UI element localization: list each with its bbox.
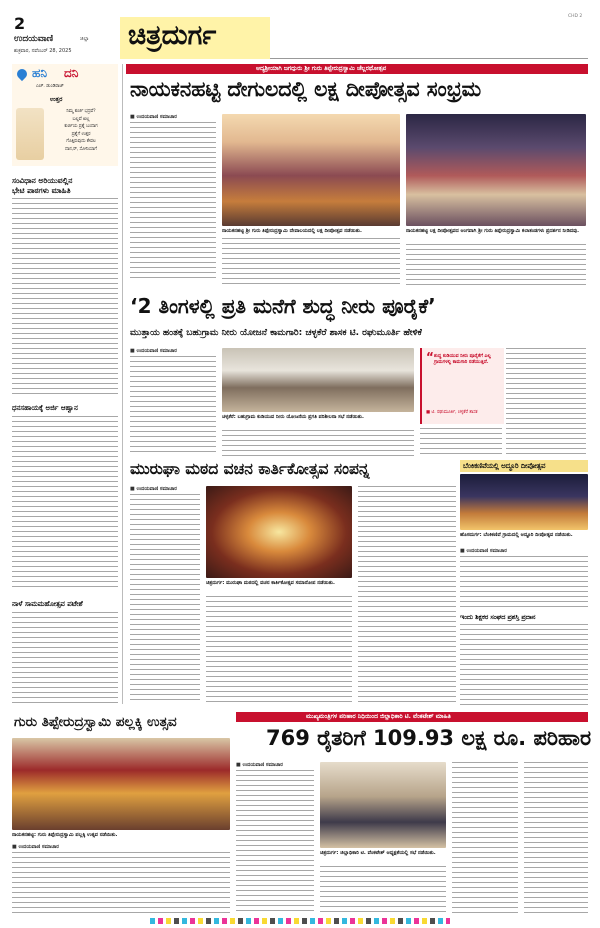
deepotsava-story [460,460,588,610]
masthead-rule [270,58,588,59]
bottom-left-body [12,852,230,914]
left-story-3-body [12,612,118,706]
left-story-3-headline: ನಾಳೆ ಸಾಮಮಹೋತ್ಸವ ಪಟೇಶೆ [12,600,83,608]
deepotsava-story-caption: ಹೊಸದುರ್ಗ: ಬೆಂಕಿಕಣಿವೆ ಗ್ರಾಮದಲ್ಲಿ ಅದ್ಧೂರಿ ದೀಪೋತ್ಸವ ನಡೆಯಿತು. [460,532,573,538]
bottom-right-photo [320,762,446,848]
top-story-caption-2: ನಾಯಕನಹಟ್ಟಿ ಲಕ್ಷ ದೀಪೋತ್ಸವದ ಅಂಗವಾಗಿ ಶ್ರೀ ಗುರು ತಿಪ್ಪೇರುದ್ರಸ್ವಾಮಿ ಕಲಾತಂಡಗಳು ಪ್ರದರ್ಶನ ನೀಡಿದವು. [406,228,580,234]
bottom-right-body-2 [320,866,446,914]
bottom-right-story [236,712,592,918]
murugha-story-photo [206,486,352,578]
top-story-kicker: ಆದ್ಯಶ್ರೀಯಾಗಿ ಜಗದ್ಗುರು ಶ್ರೀ ಗುರು ತಿಪ್ಪೇರುದ್ರಸ್ವಾಮಿ ಚೆಲ್ಲರಥೋತ್ಸವ [256,65,387,72]
small-story-body [460,624,588,706]
bottom-left-story [12,712,230,918]
water-story-photo [222,348,414,412]
water-story-body-4 [506,348,586,454]
top-story-headline: ನಾಯಕನಹಟ್ಟಿ ದೇಗುಲದಲ್ಲಿ ಲಕ್ಷ ದೀಪೋತ್ಸವ ಸಂಭ್ರಮ [130,77,482,101]
water-quote-text: ಶುದ್ಧ ಕುಡಿಯುವ ನೀರು ಪೂರೈಕೆಗೆ ಎಲ್ಲ ಗ್ರಾಮಗಳಲ್ಲಿ ಕಾಮಗಾರಿ ನಡೆಯುತ್ತಿದೆ. [434,354,491,366]
murugha-story-caption: ಚಿತ್ರದುರ್ಗ: ಮುರುಘಾ ಮಠದಲ್ಲಿ ವಚನ ಕಾರ್ತಿಕೋತ್ಸವ ಸಮಾರೋಪ ನಡೆಯಿತು. [206,580,335,586]
verse-line: ಬಲ್ಲವೆ ಖಲ್ಲ [72,116,90,122]
deepotsava-story-headline: ಬೆಂಕಿಕಣಿವೆಯಲ್ಲಿ ಅದ್ಧೂರಿ ದೀಪೋತ್ಸವ [463,462,546,470]
bottom-right-caption: ಚಿತ್ರದುರ್ಗ: ಜಿಲ್ಲಾಧಿಕಾರಿ ಟಿ. ವೆಂಕಟೇಶ್ ಅಧ್ಯಕ್ಷತೆಯಲ್ಲಿ ಸಭೆ ನಡೆಯಿತು. [320,850,436,856]
date-line: ಶುಕ್ರವಾರ, ನವೆಂಬರ್ 28, 2025 [14,48,72,54]
left-story-3 [12,600,118,706]
bottom-right-headline: 769 ರೈತರಿಗೆ 109.93 ಲಕ್ಷ ರೂ. ಪರಿಹಾರ [266,726,592,750]
left-story-1 [12,176,118,396]
water-story-headline: ‘2 ತಿಂಗಳಲ್ಲಿ ಪ್ರತಿ ಮನೆಗೆ ಶುದ್ಧ ನೀರು ಪೂರೈಕೆ’ [130,294,436,318]
honey-cartoon [16,108,44,160]
water-story [126,292,588,458]
bottom-right-body-3 [452,762,518,914]
top-story-body-1 [130,122,216,282]
honey-heading: ಉತ್ತರ [50,96,63,103]
deepotsava-story-body [460,556,588,610]
small-story [460,614,588,706]
column-divider [122,64,123,704]
edition-label: ಜಿಲ್ಲಾ [80,36,89,42]
verse-line: ಗೊತ್ತಿರುವುದು ಕೇವಲ [66,139,96,145]
verse-line: ದಾನ,ರ್, ಸೋನಿಯಾಗೆ [65,146,97,152]
bottom-left-caption: ನಾಯಕನಹಟ್ಟಿ: ಗುರು ತಿಪ್ಪೇರುದ್ರಸ್ವಾಮಿ ಪಲ್ಲಕ್ಕಿ ಉತ್ಸವ ನಡೆಯಿತು. [12,832,118,838]
murugha-story-byline: ■ ಉದಯವಾಣಿ ಸಮಾಚಾರ [130,486,177,492]
registration-marks [150,918,450,924]
section-title: ಚಿತ್ರದುರ್ಗ [128,20,217,51]
top-story [126,64,588,290]
deepotsava-story-byline: ■ ಉದಯವಾಣಿ ಸಮಾಚಾರ [460,548,507,554]
top-story-caption-1: ನಾಯಕನಹಟ್ಟಿ ಶ್ರೀ ಗುರು ತಿಪ್ಪೇರುದ್ರಸ್ವಾಮಿ ದೇವಾಲಯದಲ್ಲಿ ಲಕ್ಷ ದೀಪೋತ್ಸವ ನಡೆಯಿತು. [222,228,362,234]
bottom-right-byline: ■ ಉದಯವಾಣಿ ಸಮಾಚಾರ [236,762,283,768]
bottom-left-photo [12,738,230,830]
left-story-1-headline-2: ಭೇಟಿ ಪಾಠಗಳು ಮಾಹಿತಿ [12,186,71,195]
honey-author: ಎಚ್. ಡುಂಡಿರಾಜ್ [36,84,64,89]
bottom-left-headline: ಗುರು ತಿಪ್ಪೇರುದ್ರಸ್ವಾಮಿ ಪಲ್ಲಕ್ಕಿ ಉತ್ಸವ [14,714,177,730]
water-quote-author: ■ ಟಿ. ರಘುಮೂರ್ತಿ, ಚಳ್ಳಕೆರೆ ಶಾಸಕ [426,410,478,415]
page-number: 2 [14,14,26,33]
paper-name: ಉದಯವಾಣಿ [14,34,54,44]
small-story-headline: ಇಂದು ಶಿಕ್ಷಕರ ಸಂಘದ ಪ್ರಶಸ್ತಿ ಪ್ರದಾನ [460,614,536,621]
water-story-body-2 [222,430,414,456]
bottom-right-kicker: ಮುಖ್ಯಮಂತ್ರಿಗಳ ಪರಿಹಾರ ನಿಧಿಯಿಂದ ಜಿಲ್ಲಾಧಿಕಾರಿ ಟಿ. ವೆಂಕಟೇಶ್ ಮಾಹಿತಿ [306,713,451,720]
water-story-byline: ■ ಉದಯವಾಣಿ ಸಮಾಚಾರ [130,348,177,354]
left-story-1-headline: ಸಂವಿಧಾನ ಅರಿಯುವಲ್ಲಿನ [12,176,73,185]
bottom-left-byline: ■ ಉದಯವಾಣಿ ಸಮಾಚಾರ [12,844,59,850]
bottom-right-body-1 [236,770,314,914]
murugha-story-body-1 [130,494,200,702]
masthead [0,0,600,62]
deepotsava-story-photo [460,474,588,530]
honey-title-b: ದನಿ [64,66,79,80]
murugha-story [126,460,458,704]
top-story-photo-1 [222,114,400,226]
corner-code: CHD 2 [568,14,583,19]
left-story-2-headline: ಧನಸಹಾಯಕ್ಕೆ ಅರ್ಜಿ ಆಹ್ವಾನ [12,404,78,412]
top-story-byline: ■ ಉದಯವಾಣಿ ಸಮಾಚಾರ [130,114,177,120]
honey-title-a: ಹನಿ [32,66,47,80]
water-story-body-1 [130,356,216,452]
water-quote-box [420,348,504,424]
murugha-story-headline: ಮುರುಘಾ ಮಠದ ವಚನ ಕಾರ್ತಿಕೋತ್ಸವ ಸಂಪನ್ನ [130,460,370,478]
murugha-story-body-3 [358,486,456,702]
water-story-subhead: ಮುತ್ತಾಯ ಹಂತಕ್ಕೆ ಬಹುಗ್ರಾಮ ನೀರು ಯೋಜನೆ ಕಾಮಗಾರಿ: ಚಳ್ಳಕೆರೆ ಶಾಸಕ ಟಿ. ರಘುಮೂರ್ತಿ ಹೇಳಿಕೆ [130,328,422,338]
verse-line: ನಿಮ್ಮ ಕುರ್ಚಿ ಭದ್ರವೆ? [66,109,96,114]
top-story-body-3 [406,244,586,286]
verse-line: ಕುರ್ಚಿಯ ಪ್ರಶ್ನೆ ಬಂದಾಗ [64,124,98,130]
left-story-2 [12,404,118,590]
top-story-body-2 [222,238,400,286]
drop-icon [15,67,29,81]
top-story-photo-2 [406,114,586,226]
water-story-caption: ಚಳ್ಳಕೆರೆ: ಬಹುಗ್ರಾಮ ಕುಡಿಯುವ ನೀರು ಯೋಜನೆಯ ಪ್ರಗತಿ ಪರಿಶೀಲನಾ ಸಭೆ ನಡೆಯಿತು. [222,414,364,420]
honey-verse [46,108,116,154]
left-story-2-body [12,416,118,590]
left-story-1-body [12,198,118,394]
honey-column [12,64,118,166]
water-story-body-3 [420,428,502,454]
murugha-story-body-2 [206,596,352,702]
quote-icon: “ [426,350,434,364]
bottom-right-body-4 [524,762,588,914]
verse-line: ಪ್ರಶ್ನೆಗೆ ಉತ್ತರ [71,131,91,137]
